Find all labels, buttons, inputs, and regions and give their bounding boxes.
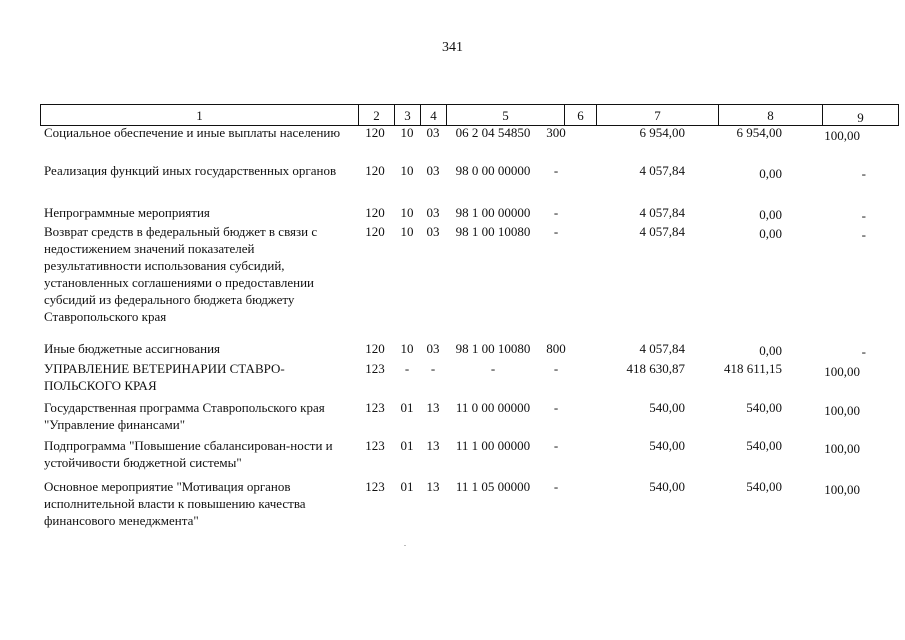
- header-col-5: 5: [447, 105, 565, 126]
- row-description: Подпрограмма "Повышение сбалансирован-ности и устойчивости бюджетной системы": [44, 438, 333, 470]
- row-col-5: 11 1 00 00000: [455, 438, 531, 453]
- row-col-2: 120: [365, 163, 385, 178]
- row-col-2: 123: [365, 361, 385, 376]
- row-col-9: 100,00: [824, 441, 860, 456]
- header-col-7: 7: [597, 105, 719, 126]
- page-number: 341: [442, 40, 463, 55]
- row-col-7: 540,00: [649, 400, 685, 415]
- row-description: Социальное обеспечение и иные выплаты населению: [44, 125, 341, 140]
- row-col-5: 98 0 00 00000: [455, 163, 531, 178]
- row-col-5: -: [490, 361, 496, 376]
- row-col-4: 13: [426, 400, 440, 415]
- row-col-8: 0,00: [759, 166, 782, 181]
- row-col-8: 540,00: [746, 438, 782, 453]
- scan-speck: [404, 545, 406, 546]
- row-col-3: 10: [400, 224, 414, 239]
- row-col-7: 540,00: [649, 479, 685, 494]
- row-col-9: -: [861, 208, 866, 223]
- row-col-8: 0,00: [759, 226, 782, 241]
- row-col-7: 4 057,84: [639, 205, 685, 220]
- row-col-5: 06 2 04 54850: [455, 125, 531, 140]
- row-col-5: 98 1 00 10080: [455, 224, 531, 239]
- row-col-9: -: [861, 227, 866, 242]
- row-col-8: 540,00: [746, 479, 782, 494]
- row-description: Иные бюджетные ассигнования: [44, 341, 221, 356]
- row-col-8: 418 611,15: [723, 361, 782, 376]
- row-col-9: 100,00: [824, 128, 860, 143]
- row-col-6: -: [553, 361, 559, 376]
- header-col-8: 8: [719, 105, 823, 126]
- row-col-4: 03: [426, 163, 440, 178]
- row-description: УПРАВЛЕНИЕ ВЕТЕРИНАРИИ СТАВРО-ПОЛЬСКОГО КРАЯ: [44, 361, 285, 393]
- row-col-3: 10: [400, 125, 414, 140]
- row-col-2: 123: [365, 438, 385, 453]
- row-col-7: 418 630,87: [626, 361, 685, 376]
- row-col-2: 120: [365, 125, 385, 140]
- header-col-6: 6: [565, 105, 597, 126]
- row-col-2: 123: [365, 479, 385, 494]
- row-col-7: 4 057,84: [639, 341, 685, 356]
- row-col-2: 120: [365, 224, 385, 239]
- row-col-3: 01: [400, 438, 414, 453]
- row-col-4: 03: [426, 224, 440, 239]
- row-col-3: -: [404, 361, 410, 376]
- row-col-5: 11 0 00 00000: [455, 400, 531, 415]
- row-col-6: -: [553, 400, 559, 415]
- row-col-7: 4 057,84: [639, 224, 685, 239]
- row-col-7: 6 954,00: [639, 125, 685, 140]
- row-col-3: 10: [400, 163, 414, 178]
- row-col-4: -: [430, 361, 436, 376]
- row-col-9: 100,00: [824, 403, 860, 418]
- row-col-8: 540,00: [746, 400, 782, 415]
- row-col-4: 03: [426, 125, 440, 140]
- row-col-3: 01: [400, 479, 414, 494]
- row-description: Государственная программа Ставропольского края "Управление финансами": [44, 400, 325, 432]
- row-col-9: -: [861, 166, 866, 181]
- row-col-7: 540,00: [649, 438, 685, 453]
- header-col-1: 1: [41, 105, 359, 126]
- row-col-8: 0,00: [759, 207, 782, 222]
- row-col-8: 6 954,00: [736, 125, 782, 140]
- row-col-8: 0,00: [759, 343, 782, 358]
- row-col-6: 800: [546, 341, 566, 356]
- row-col-6: -: [553, 438, 559, 453]
- row-col-3: 10: [400, 205, 414, 220]
- row-col-2: 123: [365, 400, 385, 415]
- row-col-6: -: [553, 479, 559, 494]
- header-col-9: 9: [823, 105, 899, 126]
- header-col-4: 4: [421, 105, 447, 126]
- row-col-4: 13: [426, 479, 440, 494]
- row-col-3: 10: [400, 341, 414, 356]
- header-col-2: 2: [359, 105, 395, 126]
- row-col-9: 100,00: [824, 364, 860, 379]
- header-col-3: 3: [395, 105, 421, 126]
- row-col-6: -: [553, 224, 559, 239]
- row-col-4: 03: [426, 205, 440, 220]
- row-col-6: -: [553, 163, 559, 178]
- row-description: Возврат средств в федеральный бюджет в связи с недостижением значений показателей результативности использования субсидий, установленных соглашениями о предоставлении субсидий из федерального бюджета бюджету Ставропольского края: [44, 224, 318, 324]
- row-description: Непрограммные мероприятия: [44, 205, 210, 220]
- row-col-5: 11 1 05 00000: [455, 479, 531, 494]
- row-col-5: 98 1 00 00000: [455, 205, 531, 220]
- row-col-4: 13: [426, 438, 440, 453]
- row-col-4: 03: [426, 341, 440, 356]
- row-col-9: 100,00: [824, 482, 860, 497]
- row-col-6: 300: [546, 125, 566, 140]
- row-description: Основное мероприятие "Мотивация органов исполнительной власти к повышению качества финансового менеджмента": [44, 479, 306, 528]
- row-col-3: 01: [400, 400, 414, 415]
- row-col-9: -: [861, 344, 866, 359]
- row-col-2: 120: [365, 205, 385, 220]
- row-col-7: 4 057,84: [639, 163, 685, 178]
- row-description: Реализация функций иных государственных органов: [44, 163, 337, 178]
- row-col-5: 98 1 00 10080: [455, 341, 531, 356]
- row-col-6: -: [553, 205, 559, 220]
- row-col-2: 120: [365, 341, 385, 356]
